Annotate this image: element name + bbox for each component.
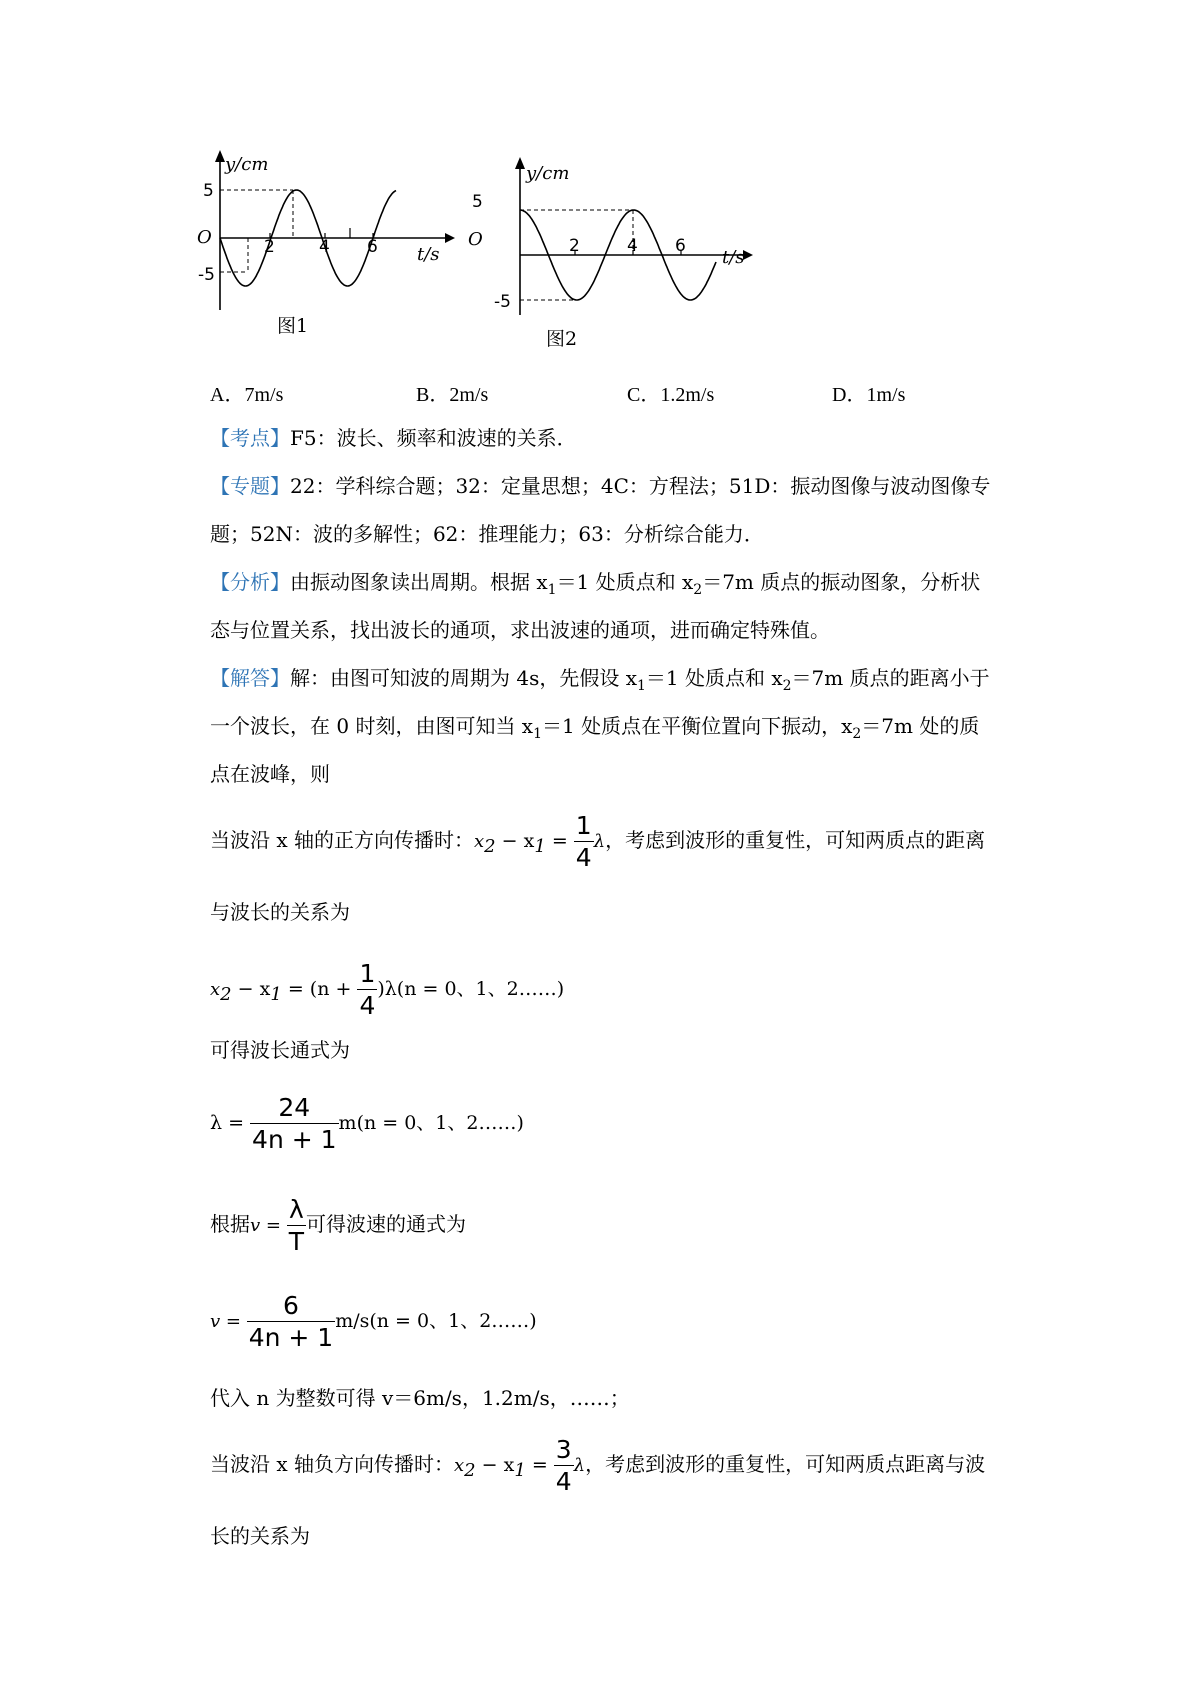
pos-sub-1: 1 [534,836,546,857]
kaodian-text: F5：波长、频率和波速的关系． [290,426,577,450]
speed-intro-fraction [287,1194,306,1257]
pos-minus-x: − x [495,830,535,852]
fig1-x-tick-4: 4 [319,237,330,257]
eq1-frac-num: 1 [359,959,376,988]
figure-2-vibration-graph [468,155,760,365]
fenxi-text-a: 由振动图象读出周期。根据 x [290,570,548,594]
jieda-l2-text-a: 一个波长，在 0 时刻，由图可知当 x [210,714,534,738]
eq1-minus-x: − x [231,978,271,1000]
eq-speed-num: 6 [283,1291,299,1320]
speed-intro-post: 可得波速的通式为 [305,1212,466,1236]
eq1-x: x [210,979,221,1000]
eq-speed-fraction [247,1290,336,1353]
jieda-l2-text-b: ＝1 处质点在平衡位置向下振动，x [542,714,853,738]
eq1-frac-den: 4 [359,991,376,1020]
neg-minus-x: − x [475,1454,515,1476]
eq-speed-den: 4n + 1 [248,1323,334,1352]
zhuanti-tag: 【专题】 [210,474,290,498]
eq1-fraction [357,958,377,1021]
pos-frac-den: 4 [575,843,592,872]
eq1-rest: )λ(n = 0、1、2……) [377,978,565,1000]
jieda-line-1 [210,664,990,700]
speed-intro-den: T [288,1227,304,1256]
option-c-text: 1.2m/s [660,384,715,406]
fig2-y-arrow [515,157,525,169]
substitute-line: 代入 n 为整数可得 v＝6m/s，1.2m/s，……； [210,1386,630,1410]
speed-intro-v: v = [250,1215,287,1236]
pos-frac-num: 1 [575,811,592,840]
eq-lambda-rest: m(n = 0、1、2……) [338,1112,524,1134]
zhuanti-line-2: 题；52N：波的多解性；62：推理能力；63：分析综合能力． [210,522,764,546]
eq-lambda-num: 24 [278,1093,311,1122]
fig2-x-tick-6: 6 [675,236,686,256]
jieda-sub-2: 2 [782,678,792,694]
fig1-y-arrow [215,150,225,162]
fenxi-text-b: ＝1 处质点和 x [556,570,694,594]
jieda-l2-sub-1: 1 [533,726,542,742]
fig2-origin-label: O [468,229,483,250]
figure-2-svg [468,155,760,365]
fig1-x-label: t/s [417,244,440,265]
eq-speed-rest: m/s(n = 0、1、2……) [335,1310,537,1332]
kaodian-line [210,424,577,452]
fig1-y-tick-neg5: -5 [198,265,215,285]
jieda-tag: 【解答】 [210,666,290,690]
eq-speed [210,1290,537,1353]
pos-sub-2: 2 [484,836,496,857]
option-b[interactable] [416,378,488,407]
jieda-line-3: 点在波峰，则 [210,762,330,786]
neg-sub-1: 1 [514,1460,526,1481]
neg-fraction [554,1434,574,1497]
neg-dir-line [210,1434,985,1497]
speed-intro-num: λ [288,1195,304,1224]
eq1-mid: = (n + [281,978,358,1000]
neg-sub-2: 2 [464,1460,476,1481]
fig2-y-tick-neg5: -5 [494,292,511,312]
neg-dir-pre: 当波沿 x 轴负方向传播时： [210,1452,454,1476]
neg-dir-line-2: 长的关系为 [210,1524,310,1548]
speed-intro [210,1194,466,1257]
option-d-letter: D． [832,384,867,406]
pos-lambda: λ [593,831,606,852]
eq-lambda-fraction [250,1092,339,1155]
fig2-x-label: t/s [722,247,745,268]
eq-speed-lhs: v = [210,1311,247,1332]
jieda-line-2 [210,712,979,748]
pos-eq: = [545,830,574,852]
neg-x: x [454,1455,465,1476]
option-b-text: 2m/s [449,384,489,406]
eq-lambda-den: 4n + 1 [252,1125,337,1154]
pos-fraction [574,810,594,873]
kaodian-tag: 【考点】 [210,426,290,450]
speed-intro-pre: 根据 [210,1212,250,1236]
option-b-letter: B． [416,384,450,406]
figure-1-svg [197,150,455,360]
jieda-text-a: 解：由图可知波的周期为 4s，先假设 x [290,666,637,690]
fenxi-sub-2: 2 [693,582,703,598]
fig1-x-tick-6: 6 [367,237,378,257]
jieda-sub-1: 1 [636,678,646,694]
option-a[interactable] [210,378,283,407]
fig2-y-tick-5: 5 [472,192,483,212]
fenxi-line-1 [210,568,980,604]
neg-lambda: λ [573,1455,586,1476]
zhuanti-line-1 [210,472,990,500]
fig2-x-tick-2: 2 [569,236,580,256]
option-c-letter: C． [627,384,661,406]
option-d[interactable] [832,378,905,407]
eq-lambda-lhs: λ = [210,1112,251,1134]
pos-x: x [474,831,485,852]
neg-eq: = [525,1454,554,1476]
neg-frac-num: 3 [555,1435,572,1464]
jieda-text-b: ＝1 处质点和 x [645,666,783,690]
neg-dir-post: ，考虑到波形的重复性，可知两质点距离与波 [585,1452,986,1476]
eq1-sub-1: 1 [270,984,282,1005]
fenxi-tag: 【分析】 [210,570,290,594]
fig1-origin-label: O [197,227,212,248]
wavelength-intro: 可得波长通式为 [210,1038,350,1062]
option-d-text: 1m/s [866,384,906,406]
fig2-y-label: y/cm [526,163,570,184]
fig2-x-tick-4: 4 [627,236,638,256]
fig1-y-tick-5: 5 [203,181,214,201]
figure-1-vibration-graph [197,150,455,360]
fig1-caption: 图1 [277,315,309,337]
zhuanti-text-1: 22：学科综合题；32：定量思想；4C：方程法；51D：振动图像与波动图像专 [290,474,991,498]
fig2-caption: 图2 [546,328,578,350]
neg-frac-den: 4 [555,1467,572,1496]
option-a-letter: A． [210,384,245,406]
fig1-y-label: y/cm [225,154,269,175]
pos-dir-line-2: 与波长的关系为 [210,900,350,924]
answer-options [210,378,1030,408]
option-c[interactable] [627,378,714,407]
pos-dir-pre: 当波沿 x 轴的正方向传播时： [210,828,474,852]
eq1-sub-2: 2 [220,984,232,1005]
jieda-l2-text-c: ＝7m 处的质 [861,714,980,738]
option-a-text: 7m/s [244,384,284,406]
eq-lambda [210,1092,524,1155]
jieda-text-c: ＝7m 质点的距离小于 [791,666,990,690]
pos-dir-line [210,810,985,873]
fenxi-text-c: ＝7m 质点的振动图象，分析状 [702,570,981,594]
fenxi-line-2: 态与位置关系，找出波长的通项，求出波速的通项，进而确定特殊值。 [210,618,830,642]
eq-general-1 [210,958,564,1021]
pos-dir-post: ，考虑到波形的重复性，可知两质点的距离 [605,828,986,852]
fig1-x-arrow [445,233,455,243]
jieda-l2-sub-2: 2 [852,726,862,742]
fenxi-sub-1: 1 [547,582,557,598]
fig1-x-tick-2: 2 [264,237,275,257]
